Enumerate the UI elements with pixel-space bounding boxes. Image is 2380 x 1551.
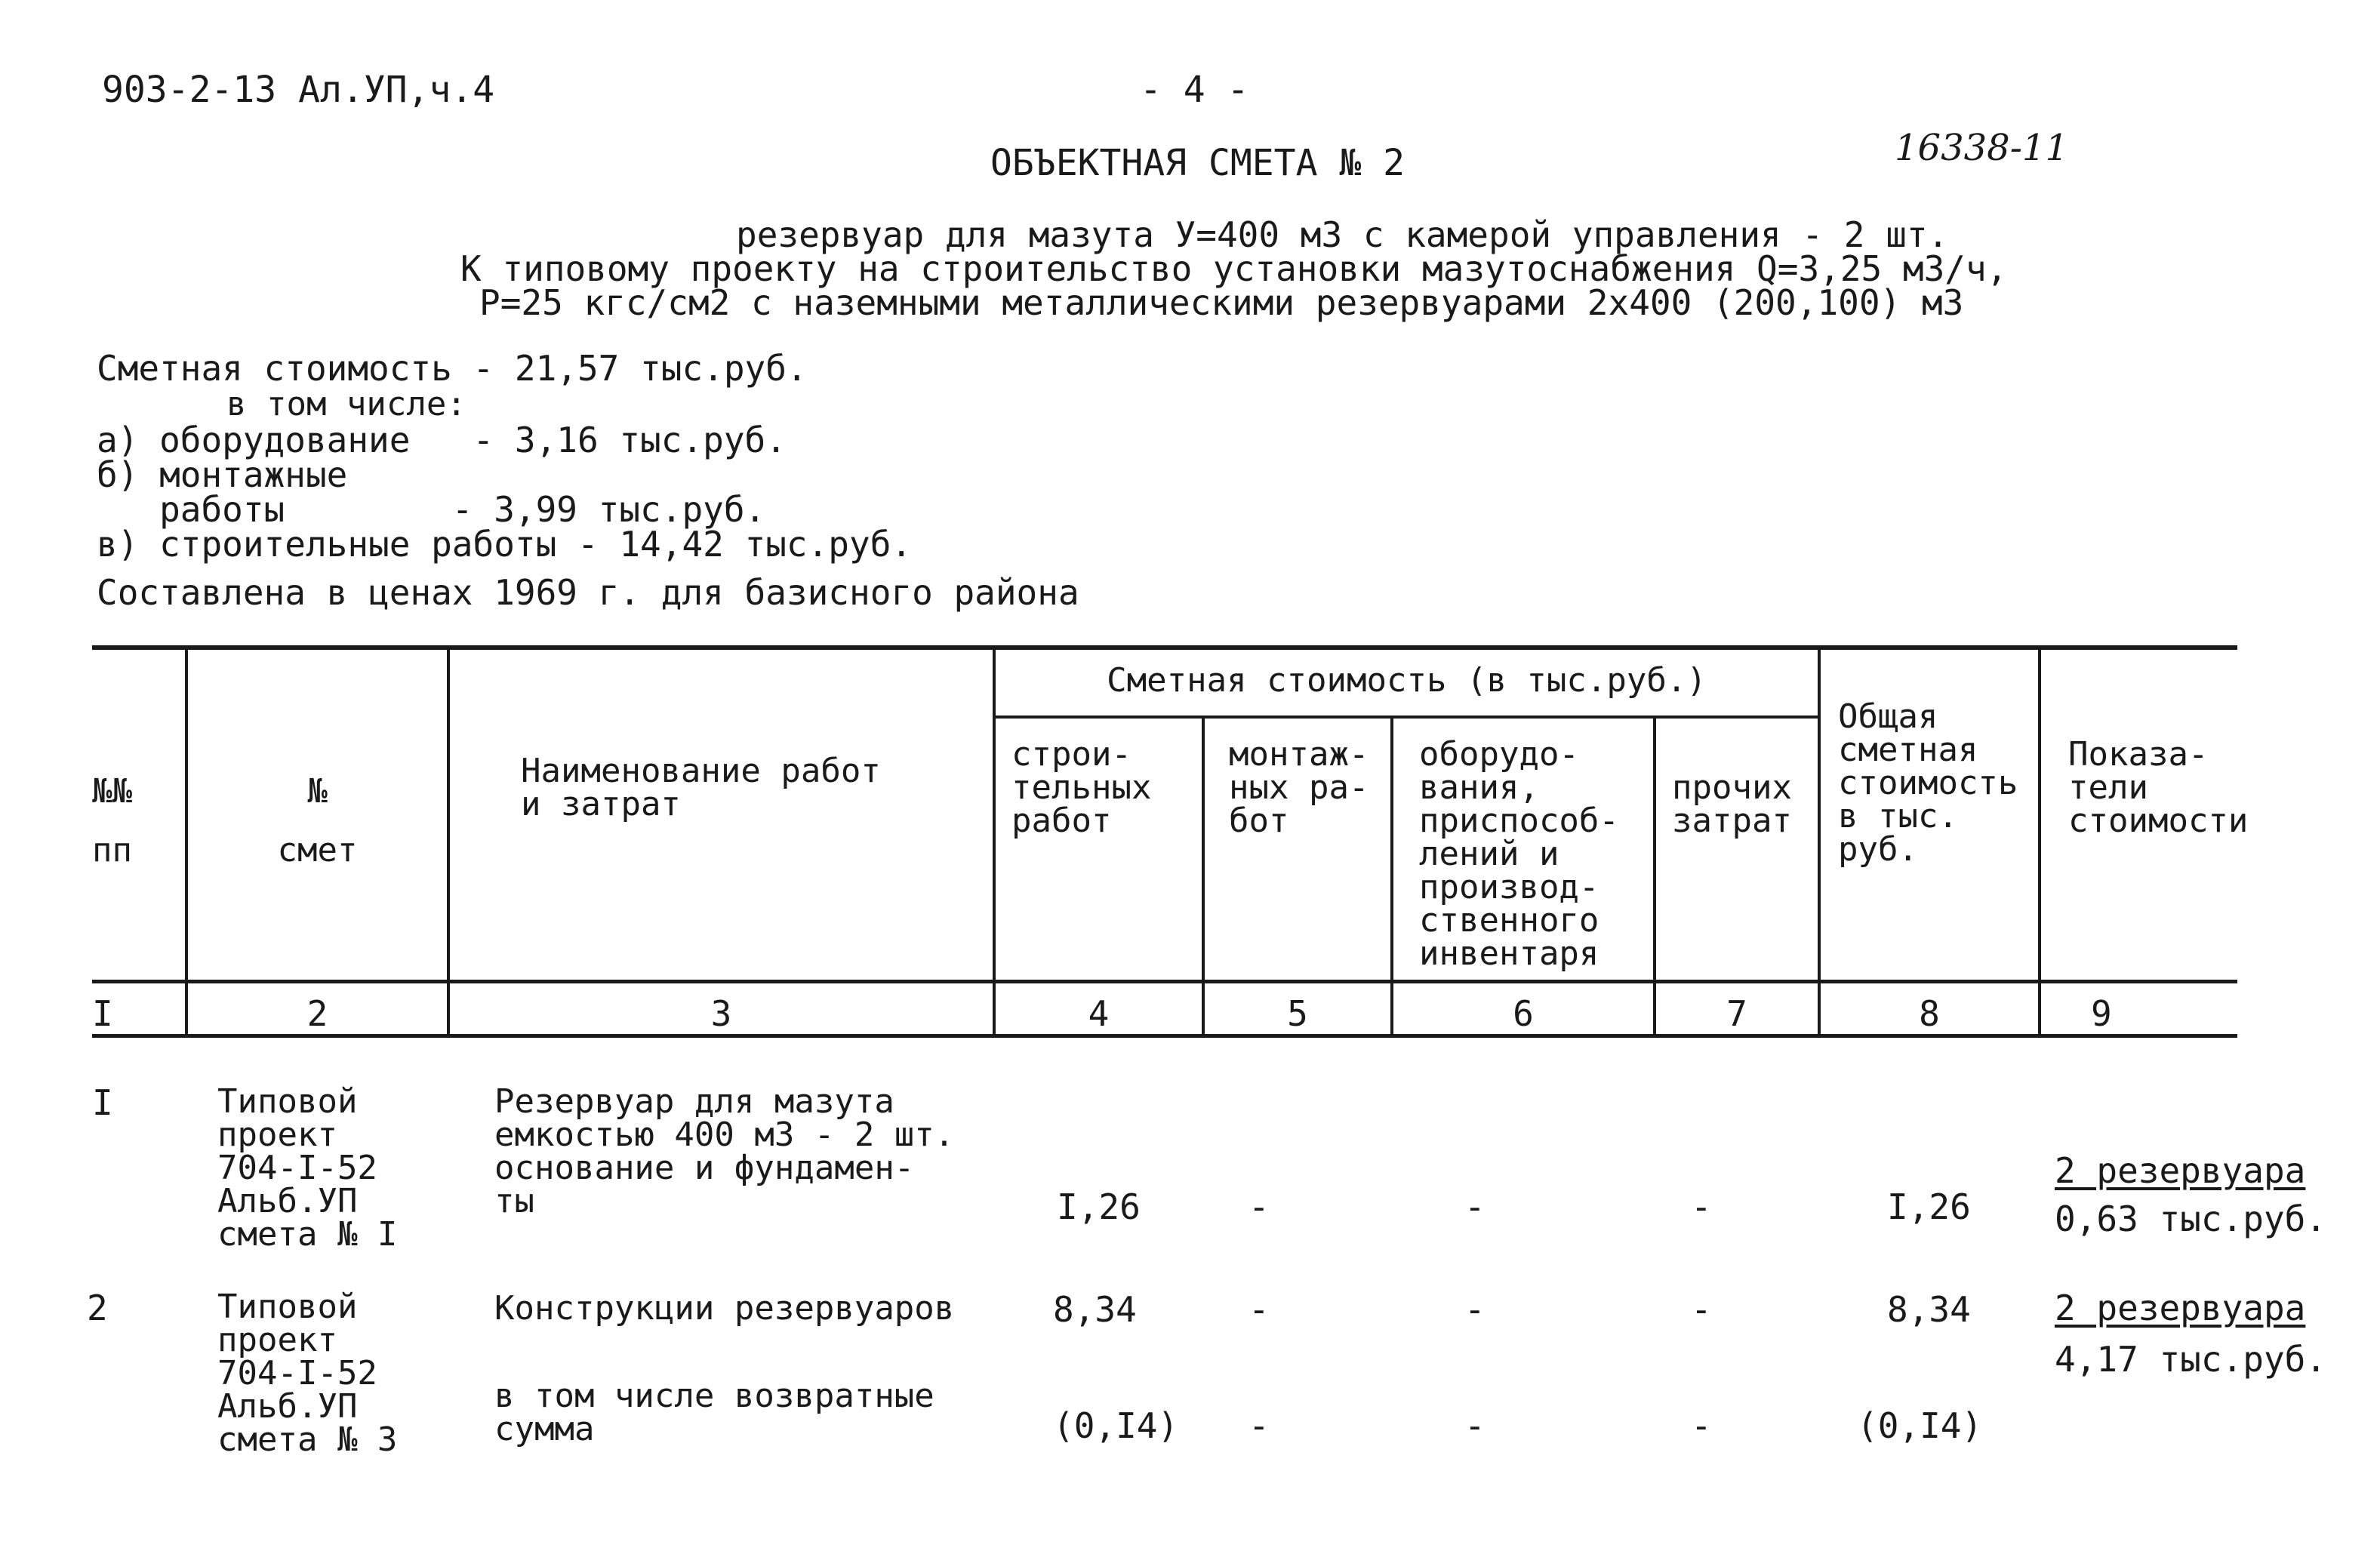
construction-cost: в) строительные работы - 14,42 тыс.руб. — [97, 524, 913, 565]
row-estimate-ref: Типовой проект 704-I-52 Альб.УП смета № I — [217, 1082, 398, 1254]
col-divider — [447, 648, 450, 1036]
prices-note: Составлена в ценах 1969 г. для базисного района — [97, 572, 1079, 613]
col-divider — [1390, 717, 1393, 1036]
col-divider — [1653, 717, 1656, 1036]
row-total-cost: I,26 — [1887, 1186, 1971, 1227]
col-number: 6 — [1513, 993, 1534, 1034]
col-number: 2 — [306, 993, 328, 1034]
mounting-cost: работы - 3,99 тыс.руб. — [97, 489, 766, 530]
total-cost: Сметная стоимость - 21,57 тыс.руб. — [97, 348, 808, 389]
col-number: I — [92, 993, 113, 1034]
header-total-cost: Общая сметная стоимость в тыс. руб. — [1838, 697, 2018, 869]
header-bottom-rule — [92, 980, 2237, 983]
row-estimate-ref: Типовой проект 704-I-52 Альб.УП смета № 3 — [217, 1288, 398, 1459]
row-construction-cost: I,26 — [1057, 1186, 1141, 1227]
row-equipment-cost: - — [1464, 1186, 1486, 1227]
row-mounting-cost: - — [1248, 1186, 1270, 1227]
document-code: 903-2-13 Ал.УП,ч.4 — [102, 69, 495, 111]
page-title: ОБЪЕКТНАЯ СМЕТА № 2 — [990, 142, 1406, 184]
row-number: 2 — [87, 1288, 108, 1328]
row-construction-cost: 8,34 — [1053, 1289, 1137, 1330]
header-construction: строи- тельных работ — [1011, 735, 1152, 840]
subtitle-line-2: К типовому проекту на строительство установки мазутоснабжения Q=3,25 м3/ч, — [460, 248, 2008, 289]
header-mounting: монтаж- ных ра- бот — [1229, 735, 1369, 840]
row-indicator-quantity: 2 резервуара — [2055, 1150, 2306, 1191]
group-header-rule — [995, 715, 1818, 719]
row-sub-work-name: в том числе возвратные сумма — [494, 1377, 934, 1448]
header-equipment: оборудо- вания, приспособ- лений и производ- ственного инвентаря — [1419, 735, 1619, 973]
row-number: I — [92, 1082, 113, 1123]
header-other-costs: прочих затрат — [1672, 768, 1792, 840]
header-cost-indicators: Показа- тели стоимости — [2068, 735, 2249, 840]
table-top-rule — [92, 645, 2237, 650]
header-row-number: №№ пп — [92, 772, 132, 869]
row-other-cost: - — [1691, 1186, 1712, 1227]
including-label: в том числе: — [226, 385, 466, 423]
row-sub-other-cost: - — [1691, 1405, 1712, 1446]
col-numbers-rule — [92, 1034, 2237, 1038]
header-estimated-cost-group: Сметная стоимость (в тыс.руб.) — [1107, 661, 1707, 700]
row-mounting-cost: - — [1248, 1289, 1270, 1330]
row-work-name: Конструкции резервуаров — [494, 1289, 955, 1328]
col-number: 3 — [710, 993, 732, 1034]
col-number: 7 — [1726, 993, 1747, 1034]
col-number: 8 — [1919, 993, 1940, 1034]
subtitle-line-3: Р=25 кгс/см2 с наземными металлическими резервуарами 2х400 (200,100) м3 — [479, 282, 1964, 323]
row-work-name: Резервуар для мазута емкостью 400 м3 - 2 шт. основание и фундамен- ты — [494, 1082, 955, 1220]
header-estimate-number: № смет — [277, 772, 358, 869]
equipment-cost: а) оборудование - 3,16 тыс.руб. — [97, 420, 787, 460]
col-number: 9 — [2091, 993, 2112, 1034]
row-total-cost: 8,34 — [1887, 1289, 1971, 1330]
row-indicator-quantity: 2 резервуара — [2055, 1288, 2306, 1328]
row-other-cost: - — [1691, 1289, 1712, 1330]
row-indicator-cost: 4,17 тыс.руб. — [2055, 1339, 2327, 1380]
row-sub-total-cost: (0,I4) — [1857, 1405, 1983, 1446]
row-indicator-cost: 0,63 тыс.руб. — [2055, 1199, 2327, 1239]
mounting-label: б) монтажные — [97, 454, 348, 495]
col-divider — [1818, 648, 1821, 1036]
row-sub-construction-cost: (0,I4) — [1053, 1405, 1179, 1446]
row-equipment-cost: - — [1464, 1289, 1486, 1330]
row-sub-equipment-cost: - — [1464, 1405, 1486, 1446]
header-work-name: Наименование работ и затрат — [521, 752, 881, 823]
col-number: 5 — [1287, 993, 1308, 1034]
handwritten-id: 16338-11 — [1895, 127, 2068, 169]
col-number: 4 — [1088, 993, 1110, 1034]
row-sub-mounting-cost: - — [1248, 1405, 1270, 1446]
page-number: - 4 - — [1140, 69, 1249, 111]
col-divider — [1202, 717, 1205, 1036]
col-divider — [2038, 648, 2041, 1036]
subtitle-line-1: резервуар для мазута У=400 м3 с камерой управления - 2 шт. — [736, 214, 1949, 255]
col-divider — [993, 648, 996, 1036]
